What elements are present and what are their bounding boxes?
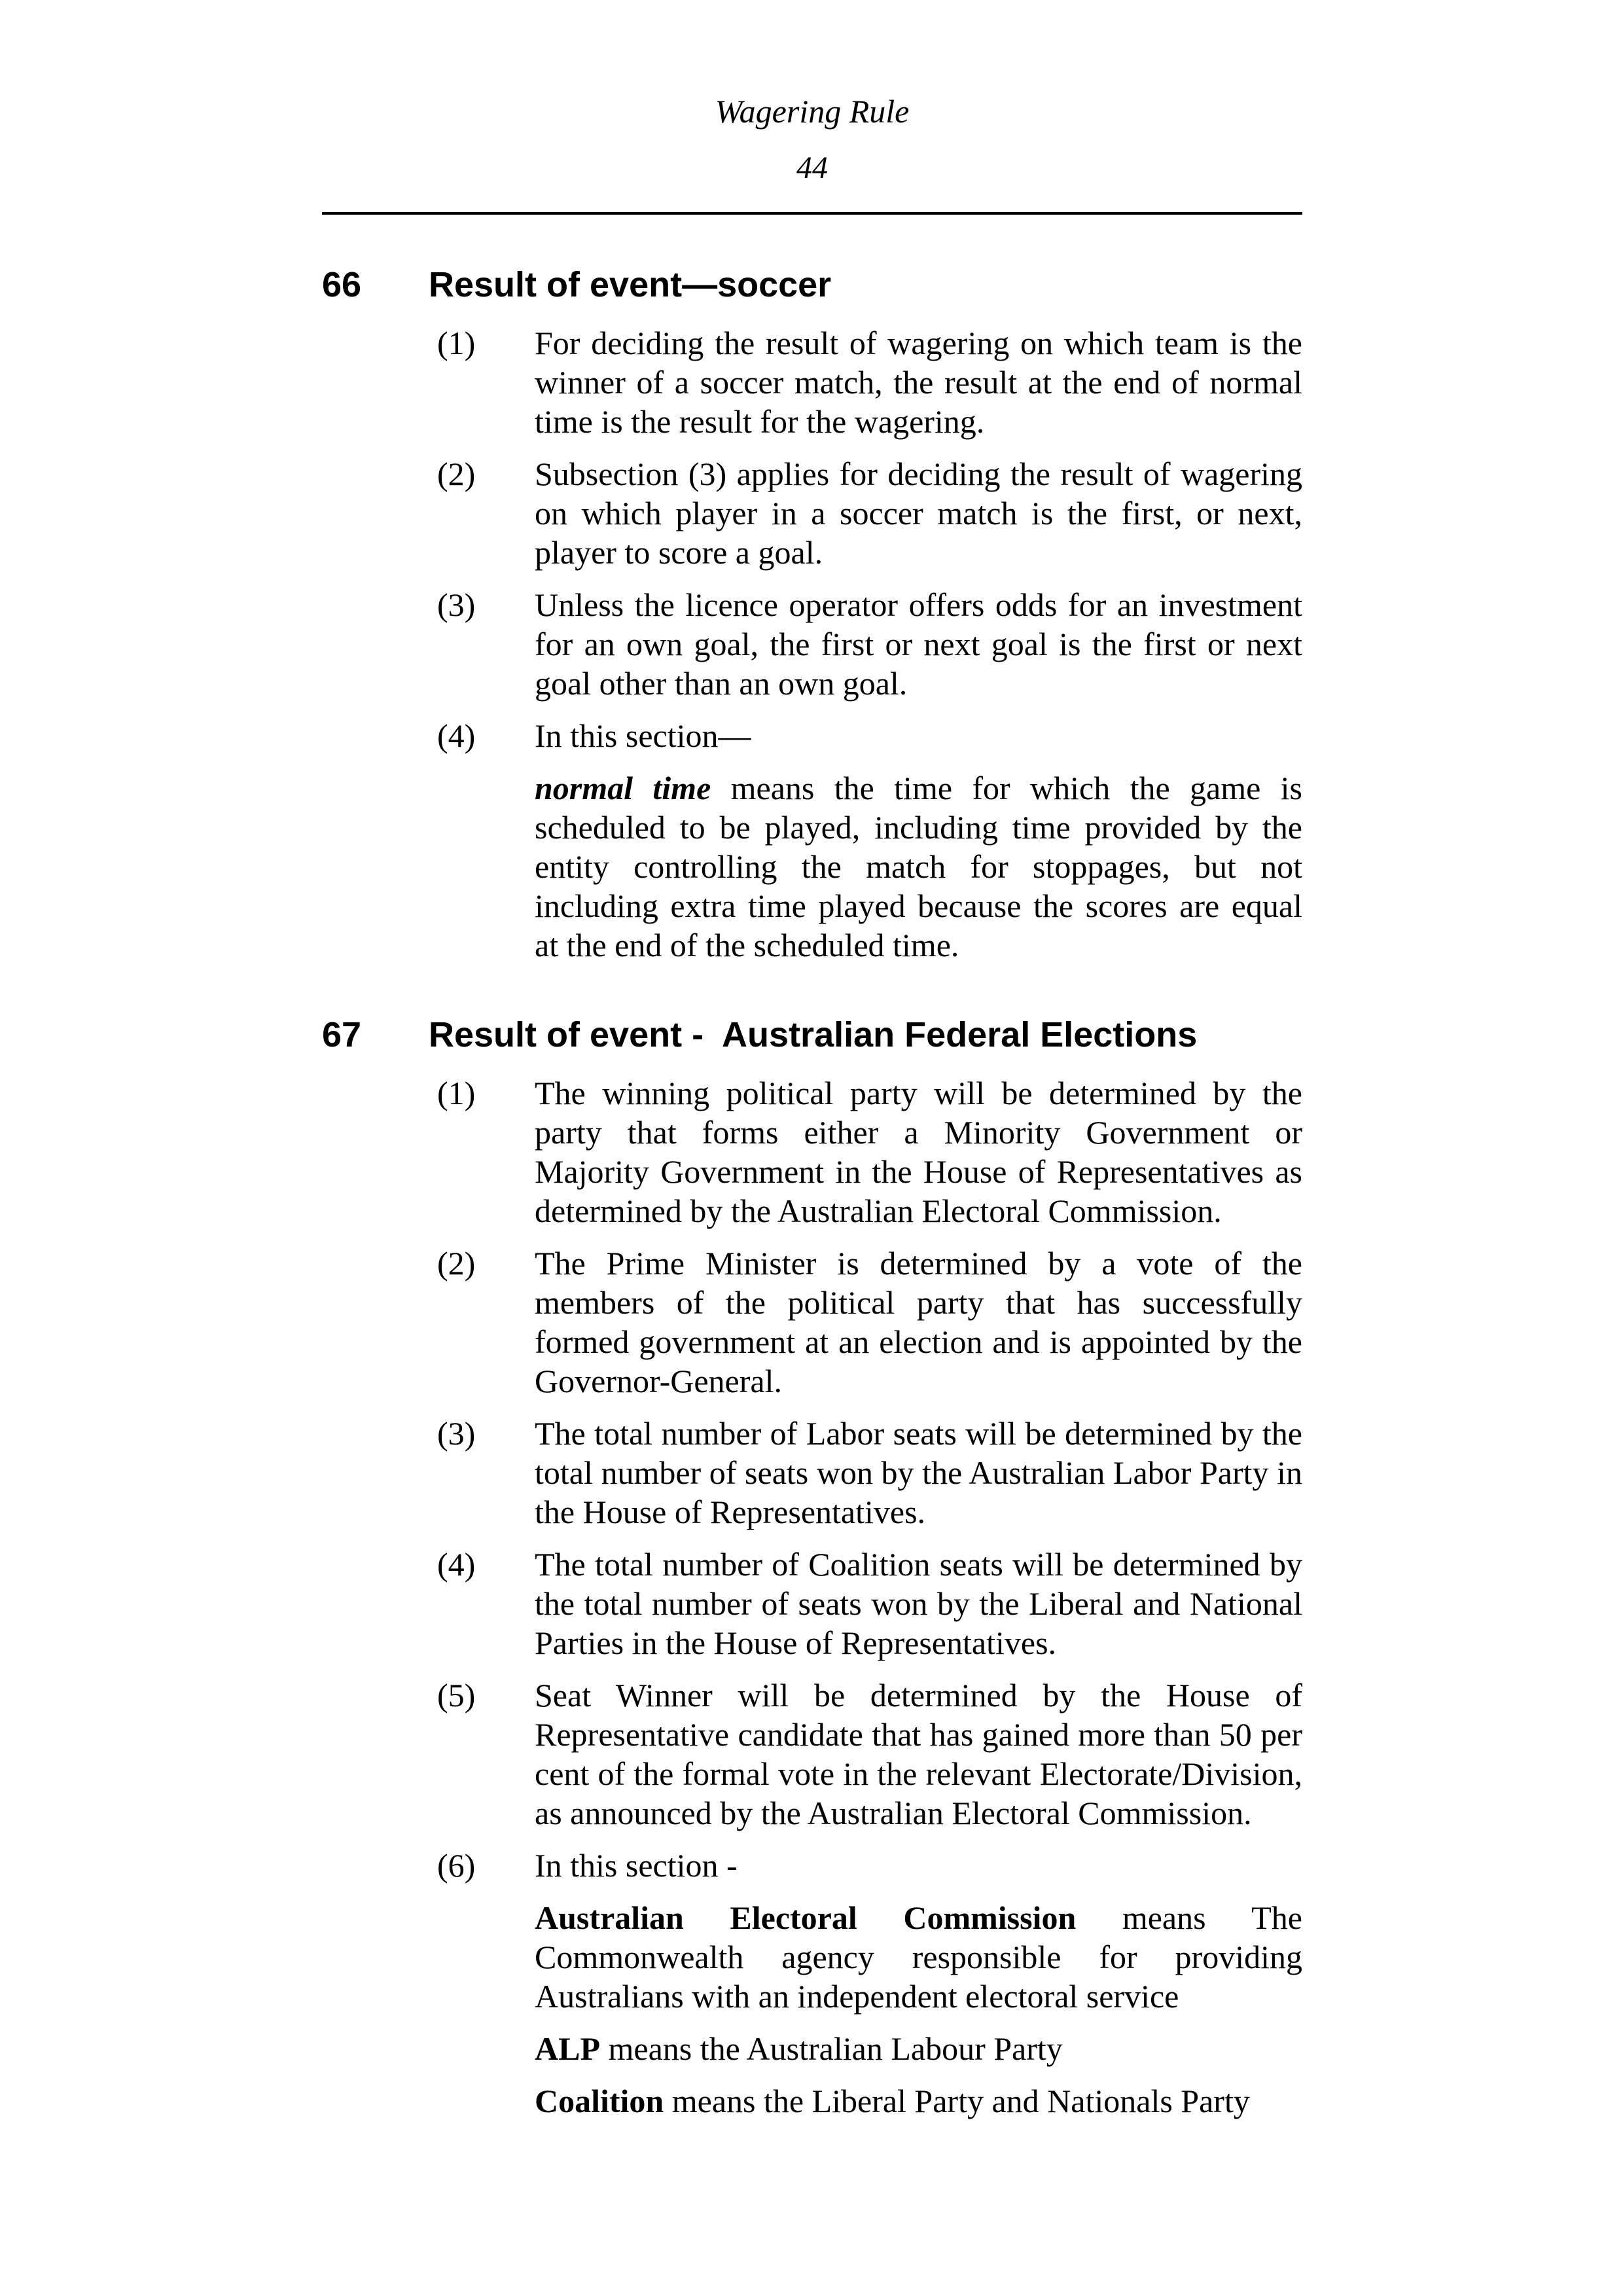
subsection-item [322, 1545, 1302, 1662]
subsection-number: (3) [437, 1415, 476, 1452]
definition-term: normal time [535, 770, 711, 806]
subsection-item [322, 1676, 1302, 1833]
subsection-item [322, 323, 1302, 441]
definition-text: means the time for which the game is scheduled to be played, including time provided by the entity controlling the match for stoppages, but not including extra time played because the scores are equal at the end of the scheduled time. [535, 770, 1303, 963]
subsection-text: In this section - [535, 1847, 738, 1884]
subsection-number: (3) [437, 586, 476, 623]
subsection-text: The Prime Minister is determined by a vote of the members of the political party that has successfully formed government at an election and is appointed by the Governor-General. [535, 1245, 1302, 1399]
definition-term: Australian Electoral Commission [535, 1899, 1077, 1936]
subsection-text: The total number of Coalition seats will be determined by the total number of seats won by the Liberal and National Parties in the House of Representatives. [535, 1546, 1302, 1661]
section-67 [322, 1016, 1302, 2121]
subsection-text: Unless the licence operator offers odds for an investment for an own goal, the first or next goal is the first or next goal other than an own goal. [535, 586, 1302, 702]
section-67-body [322, 1073, 1302, 2121]
subsection-number: (2) [437, 1245, 476, 1282]
definition-term: Coalition [535, 2083, 664, 2119]
subsection-number: (5) [437, 1677, 476, 1713]
subsection-number: (1) [437, 1075, 476, 1111]
definition-term: ALP [535, 2030, 600, 2067]
document-title: Wagering Rule [715, 93, 910, 130]
subsection-number: (2) [437, 456, 476, 492]
text-block [322, 92, 1302, 2134]
subsection-item [322, 1073, 1302, 1230]
subsection-item [322, 1846, 1302, 1885]
subsection-text: The total number of Labor seats will be determined by the total number of seats won by the Australian Labor Party in the House of Representatives. [535, 1415, 1302, 1530]
subsection-text: Subsection (3) applies for deciding the result of wagering on which player in a soccer match is the first, or next, player to score a goal. [535, 456, 1302, 571]
section-66-heading [322, 266, 1302, 304]
section-title: Result of event—soccer [429, 265, 832, 304]
section-66 [322, 266, 1302, 965]
definition-alp [322, 2029, 1302, 2068]
page-number: 44 [796, 151, 828, 185]
subsection-number: (6) [437, 1847, 476, 1884]
section-67-heading [322, 1016, 1302, 1054]
definition-normal-time [322, 768, 1302, 965]
definition-text: means The Commonwealth agency responsible for providing Australians with an independent electoral service [535, 1899, 1302, 2015]
subsection-text: Seat Winner will be determined by the House of Representative candidate that has gained more than 50 per cent of the formal vote in the relevant Electorate/Division, as announced by the Australian Electoral Commission. [535, 1677, 1302, 1831]
subsection-item [322, 716, 1302, 755]
definition-coalition [322, 2081, 1302, 2121]
subsection-item [322, 1414, 1302, 1532]
subsection-number: (4) [437, 717, 476, 754]
section-number: 67 [322, 1015, 362, 1054]
page-header [322, 92, 1302, 215]
subsection-number: (4) [437, 1546, 476, 1583]
definition-australian-electoral-commission [322, 1898, 1302, 2016]
section-number: 66 [322, 265, 362, 304]
section-66-body [322, 323, 1302, 965]
definition-text: means the Liberal Party and Nationals Party [664, 2083, 1250, 2119]
header-divider-line [322, 212, 1302, 215]
subsection-item [322, 1244, 1302, 1401]
subsection-text: The winning political party will be determined by the party that forms either a Minority Government or Majority Government in the House of Representatives as determined by the Australian Electoral Commission. [535, 1075, 1302, 1229]
subsection-item [322, 585, 1302, 703]
section-title: Result of event - Australian Federal Elections [429, 1015, 1198, 1054]
subsection-text: In this section— [535, 717, 751, 754]
subsection-number: (1) [437, 325, 476, 361]
subsection-item [322, 454, 1302, 572]
definition-text: means the Australian Labour Party [600, 2030, 1063, 2067]
subsection-text: For deciding the result of wagering on which team is the winner of a soccer match, the result at the end of normal time is the result for the wagering. [535, 325, 1302, 440]
